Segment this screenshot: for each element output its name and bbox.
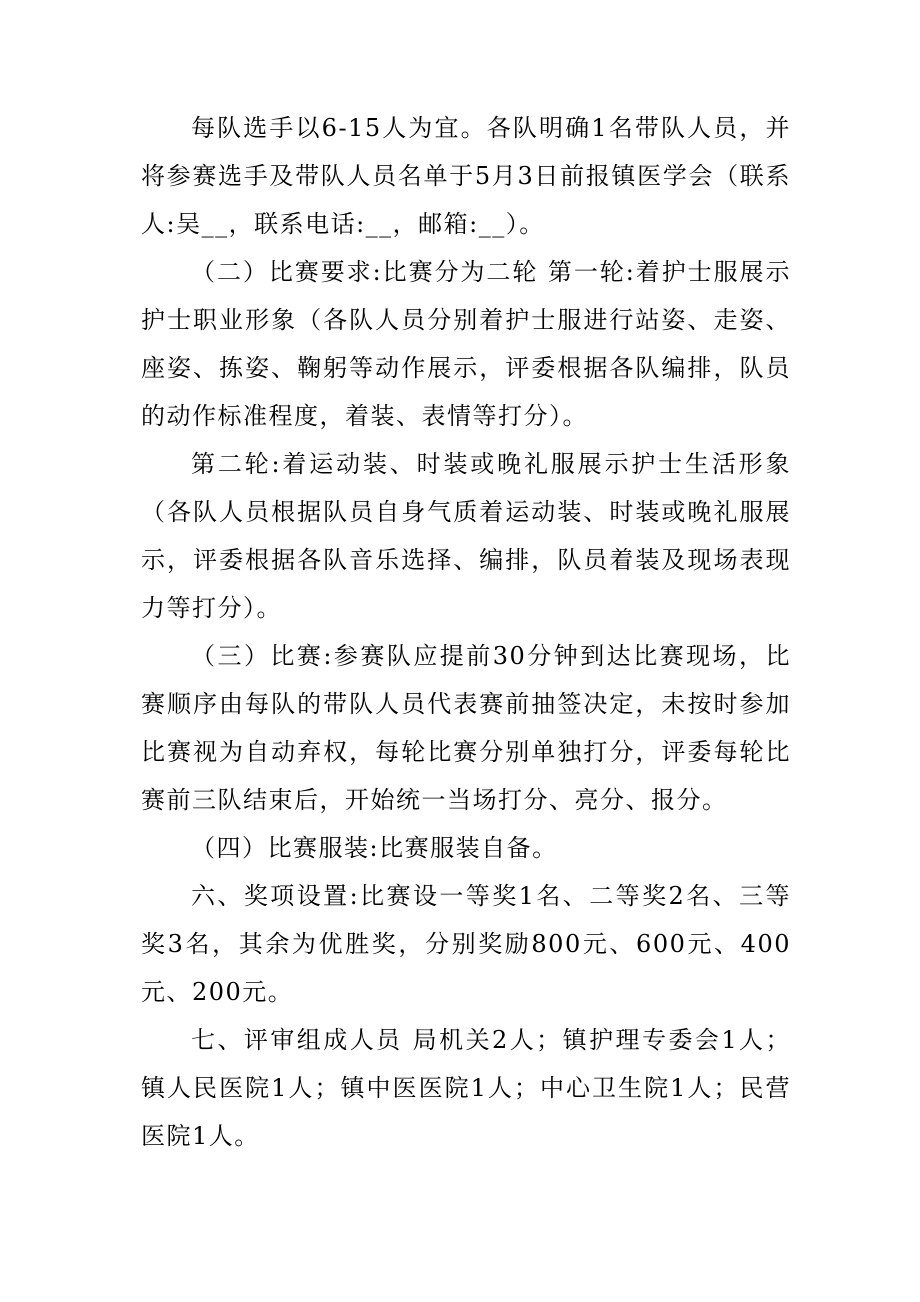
- paragraph-competition-rules: （三）比赛:参赛队应提前30分钟到达比赛现场，比赛顺序由每队的带队人员代表赛前抽签决定，未按时参加比赛视为自动弃权，每轮比赛分别单独打分，评委每轮比赛前三队结束后，开始统一当场打分、亮分、报分。: [141, 642, 791, 814]
- paragraph-awards: 六、奖项设置:比赛设一等奖1名、二等奖2名、三等奖3名，其余为优胜奖，分别奖励800元、600元、400元、200元。: [141, 882, 791, 1006]
- paragraph-team-size: 每队选手以6-15人为宜。各队明确1名带队人员，并将参赛选手及带队人员名单于5月3日前报镇医学会（联系人:吴__，联系电话:__，邮箱:__）。: [141, 114, 791, 238]
- paragraph-costume: （四）比赛服装:比赛服装自备。: [191, 834, 558, 862]
- paragraph-judges: 七、评审组成人员 局机关2人；镇护理专委会1人；镇人民医院1人；镇中医医院1人；中心卫生院1人；民营医院1人。: [141, 1026, 791, 1150]
- paragraph-competition-requirements: （二）比赛要求:比赛分为二轮 第一轮:着护士服展示护士职业形象（各队人员分别着护士服进行站姿、走姿、座姿、拣姿、鞠躬等动作展示，评委根据各队编排，队员的动作标准程度，着装、表情等打分）。: [141, 258, 791, 430]
- document-body: [141, 104, 791, 1160]
- paragraph-round-two: 第二轮:着运动装、时装或晚礼服展示护士生活形象（各队人员根据队员自身气质着运动装、时装或晚礼服展示，评委根据各队音乐选择、编排，队员着装及现场表现力等打分）。: [141, 450, 791, 622]
